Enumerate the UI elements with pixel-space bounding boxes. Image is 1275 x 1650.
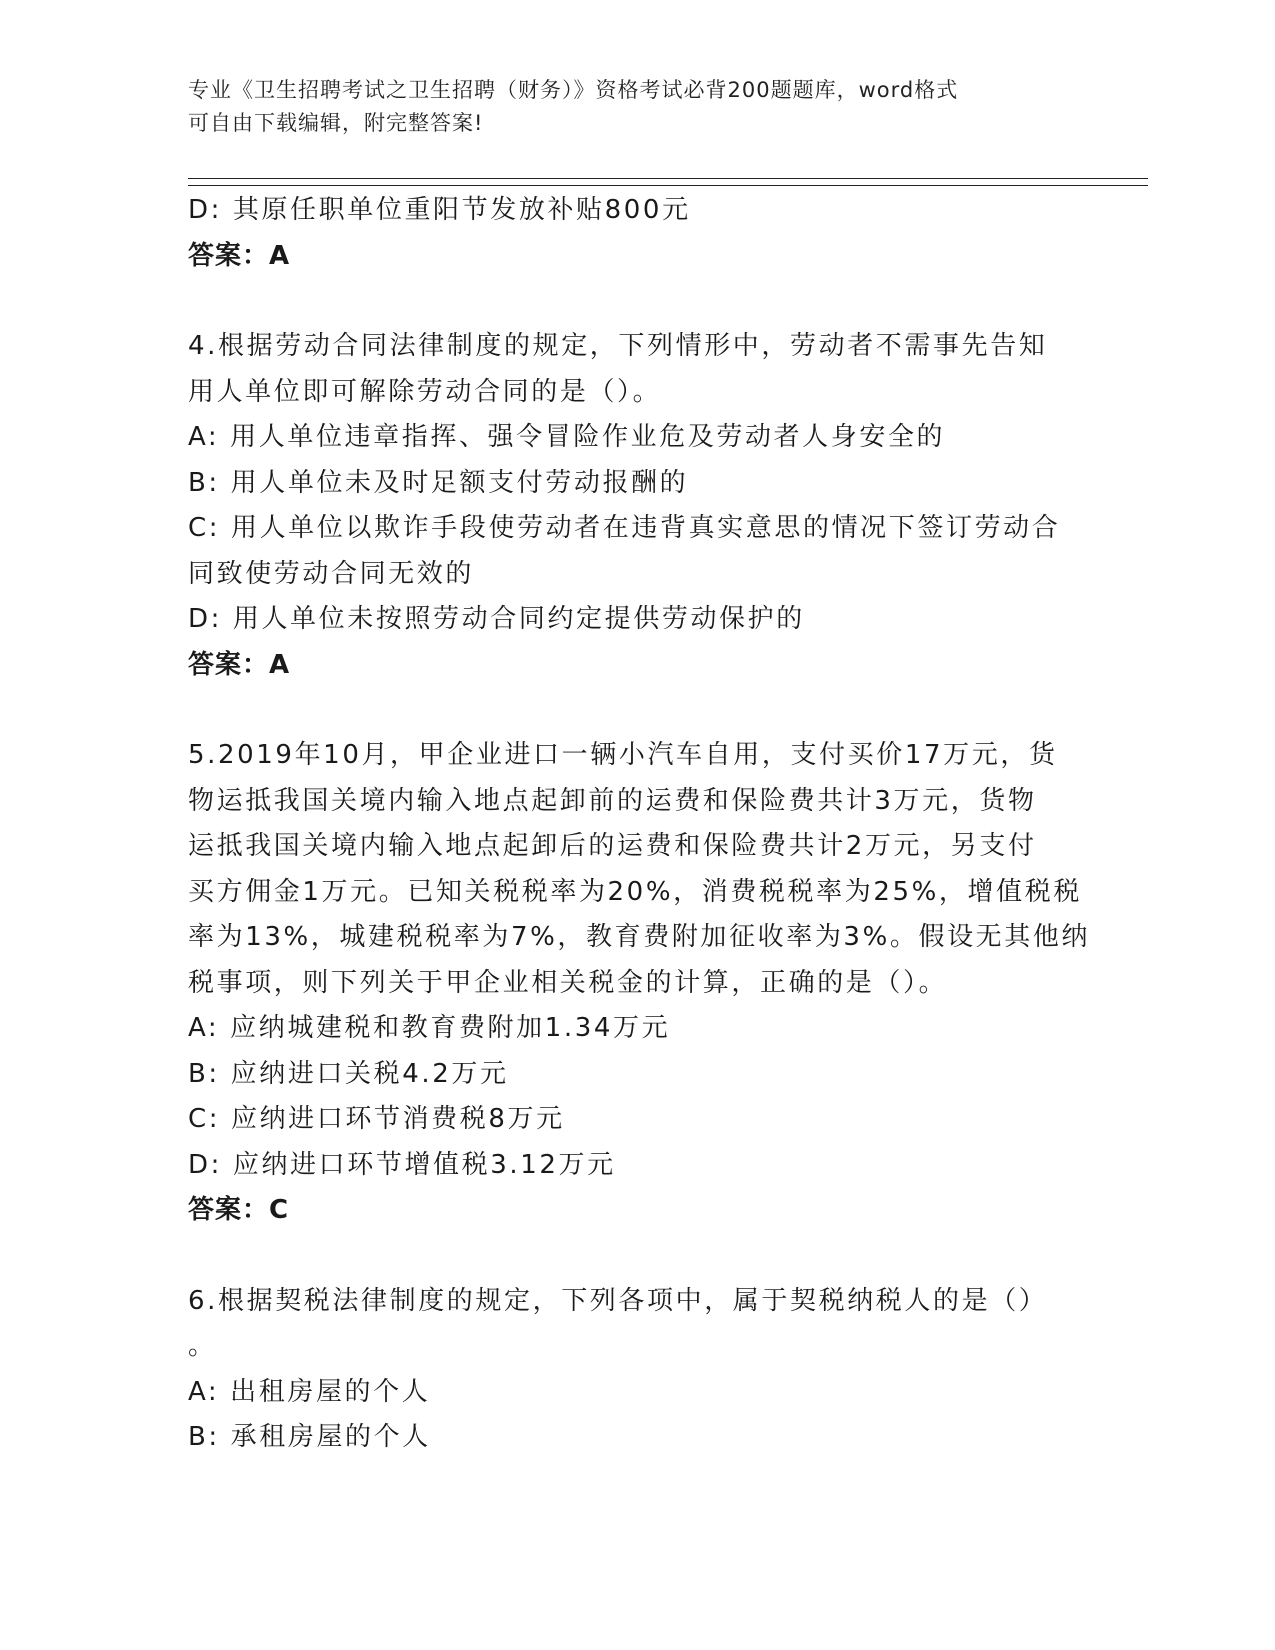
q5-stem-line-2: 物运抵我国关境内输入地点起卸前的运费和保险费共计3万元，货物 [188, 785, 1037, 816]
q4-stem-line-1: 4.根据劳动合同法律制度的规定，下列情形中，劳动者不需事先告知 [188, 331, 1048, 361]
document-body [188, 188, 1091, 1461]
header-divider [188, 178, 1148, 186]
q5-stem-line-1: 5.2019年10月，甲企业进口一辆小汽车自用，支付买价17万元，货 [188, 740, 1058, 770]
spacer [188, 279, 1088, 324]
q5-option-c: C: 应纳进口环节消费税8万元 [188, 1104, 565, 1134]
q5-option-b: B: 应纳进口关税4.2万元 [188, 1058, 509, 1089]
q5-stem-line-5: 率为13%，城建税税率为7%，教育费附加征收率为3%。假设无其他纳 [188, 922, 1091, 952]
q6-stem-line-2: 。 [188, 1331, 217, 1361]
q5-option-a: A: 应纳城建税和教育费附加1.34万元 [188, 1013, 671, 1043]
q4-stem-line-2: 用人单位即可解除劳动合同的是（）。 [188, 376, 662, 407]
q5-answer: 答案：C [188, 1195, 290, 1225]
q4-answer: 答案：A [188, 649, 291, 680]
q6-option-a: A: 出租房屋的个人 [188, 1376, 431, 1407]
q4-option-b: B: 用人单位未及时足额支付劳动报酬的 [188, 467, 689, 498]
prev-answer: 答案：A [188, 240, 291, 271]
q4-option-c-line-1: C: 用人单位以欺诈手段使劳动者在违背真实意思的情况下签订劳动合 [188, 513, 1061, 543]
q5-stem-line-4: 买方佣金1万元。已知关税税率为20%，消费税税率为25%，增值税税 [188, 876, 1082, 907]
q6-stem-line-1: 6.根据契税法律制度的规定，下列各项中，属于契税纳税人的是（） [188, 1285, 1048, 1316]
q4-option-d: D: 用人单位未按照劳动合同约定提供劳动保护的 [188, 604, 805, 634]
header-line-2: 可自由下载编辑，附完整答案! [188, 111, 484, 135]
q4-option-c-line-2: 同致使劳动合同无效的 [188, 558, 475, 589]
q5-stem-line-6: 税事项，则下列关于甲企业相关税金的计算，正确的是（）。 [188, 967, 948, 998]
spacer [188, 688, 1088, 733]
q5-option-d: D: 应纳进口环节增值税3.12万元 [188, 1149, 616, 1180]
spacer [188, 1234, 1088, 1279]
prev-option-d: D: 其原任职单位重阳节发放补贴800元 [188, 195, 691, 225]
q4-option-a: A: 用人单位违章指挥、强令冒险作业危及劳动者人身安全的 [188, 422, 946, 452]
question-6 [188, 1279, 1088, 1461]
header-line-1: 专业《卫生招聘考试之卫生招聘（财务）》资格考试必背200题题库，word格式 [188, 78, 959, 102]
question-5 [188, 733, 1091, 1234]
question-4 [188, 324, 1088, 688]
q6-option-b: B: 承租房屋的个人 [188, 1422, 431, 1452]
document-header [188, 74, 1068, 140]
q5-stem-line-3: 运抵我国关境内输入地点起卸后的运费和保险费共计2万元，另支付 [188, 831, 1037, 861]
